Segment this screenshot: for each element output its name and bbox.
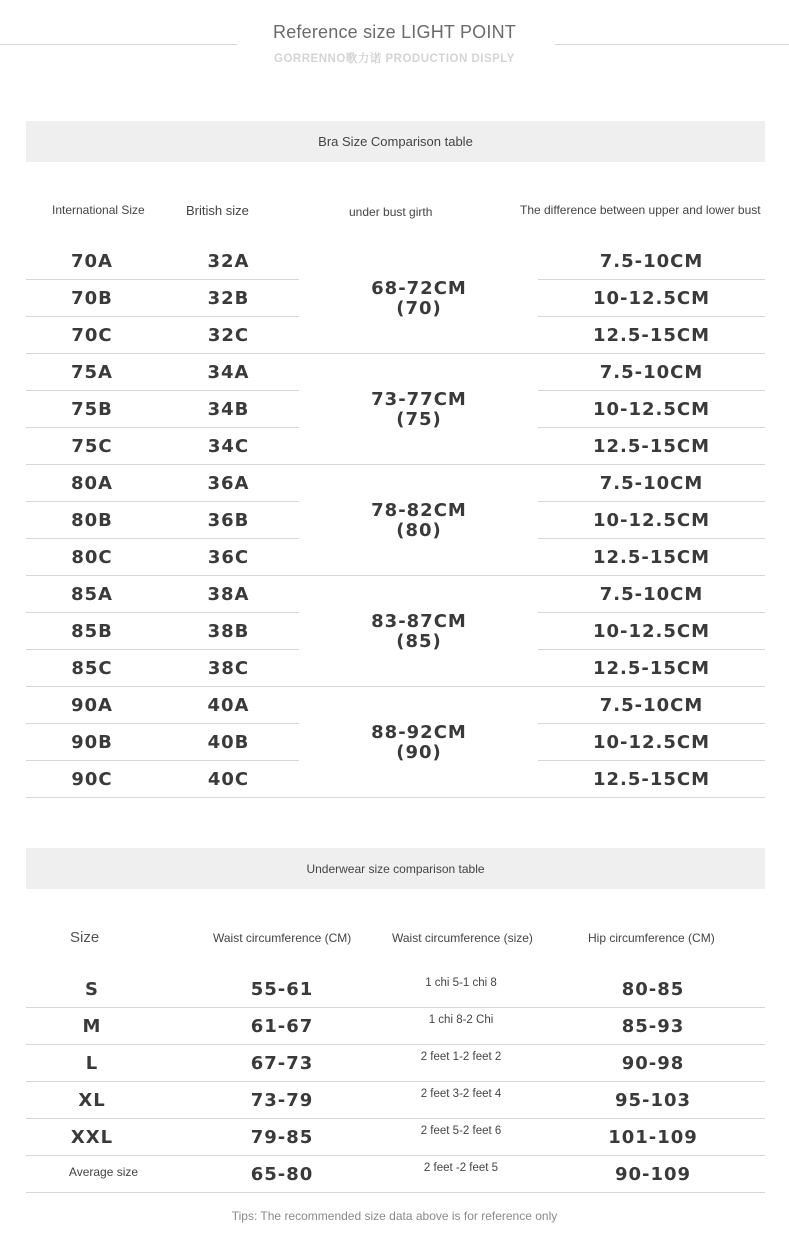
cell-bust-difference: 12.5-15CM <box>592 547 711 568</box>
cell-hip-cm: 95-103 <box>614 1090 692 1111</box>
cell-bust-difference: 12.5-15CM <box>592 769 711 790</box>
cell-international-size: 70C <box>71 325 113 346</box>
cell-size: S <box>85 979 99 1000</box>
cell-international-size: 85C <box>71 658 113 679</box>
cell-hip-cm: 101-109 <box>608 1127 698 1148</box>
col-header-under-bust-girth: under bust girth <box>349 205 433 219</box>
cell-british-size: 40B <box>207 732 250 753</box>
cell-size: Average size <box>68 1164 139 1179</box>
cell-international-size: 70B <box>71 288 113 309</box>
cell-international-size: 80C <box>71 547 113 568</box>
cell-international-size: 85B <box>71 621 113 642</box>
cell-british-size: 36B <box>207 510 250 531</box>
underwear-table-title: Underwear size comparison table <box>26 848 765 889</box>
cell-bust-difference: 10-12.5CM <box>592 510 711 531</box>
cell-waist-size: 1 chi 5-1 chi 8 <box>425 977 497 989</box>
cell-waist-cm: 55-61 <box>250 979 314 1000</box>
col-header-size: Size <box>70 929 100 946</box>
cell-bust-difference: 7.5-10CM <box>599 251 704 272</box>
cell-hip-cm: 90-109 <box>614 1164 692 1185</box>
girth-size: (85) <box>396 630 442 652</box>
cell-bust-difference: 10-12.5CM <box>592 621 711 642</box>
cell-bust-difference: 10-12.5CM <box>592 288 711 309</box>
cell-waist-cm: 73-79 <box>250 1090 314 1111</box>
cell-waist-size: 2 feet -2 feet 5 <box>423 1162 499 1174</box>
cell-waist-cm: 65-80 <box>250 1164 314 1185</box>
col-header-british-size: British size <box>186 203 249 218</box>
girth-range: 68-72CM <box>371 277 467 299</box>
cell-size: L <box>85 1053 99 1074</box>
cell-international-size: 80A <box>71 473 113 494</box>
cell-bust-difference: 7.5-10CM <box>599 695 704 716</box>
girth-size: (80) <box>396 519 442 541</box>
cell-waist-size: 1 chi 8-2 Chi <box>428 1014 494 1026</box>
col-header-waist-size: Waist circumference (size) <box>392 931 533 945</box>
cell-bust-difference: 12.5-15CM <box>592 658 711 679</box>
girth-range: 88-92CM <box>371 721 467 743</box>
cell-bust-difference: 10-12.5CM <box>592 399 711 420</box>
cell-international-size: 85A <box>71 584 113 605</box>
cell-british-size: 40C <box>207 769 250 790</box>
cell-british-size: 34A <box>207 362 250 383</box>
cell-british-size: 38C <box>207 658 250 679</box>
cell-hip-cm: 80-85 <box>621 979 685 1000</box>
cell-waist-cm: 79-85 <box>250 1127 314 1148</box>
cell-international-size: 90C <box>71 769 113 790</box>
cell-bust-difference: 12.5-15CM <box>592 325 711 346</box>
cell-international-size: 75B <box>71 399 113 420</box>
cell-hip-cm: 85-93 <box>621 1016 685 1037</box>
cell-waist-size: 2 feet 3-2 feet 4 <box>420 1088 502 1100</box>
page-title: Reference size LIGHT POINT <box>273 22 516 42</box>
cell-size: XXL <box>70 1127 114 1148</box>
girth-size: (75) <box>396 408 442 430</box>
girth-size: (70) <box>396 297 442 319</box>
cell-british-size: 32A <box>207 251 250 272</box>
cell-under-bust-girth <box>300 354 538 465</box>
col-header-waist-cm: Waist circumference (CM) <box>213 931 352 945</box>
cell-waist-size: 2 feet 1-2 feet 2 <box>420 1051 502 1063</box>
girth-size: (90) <box>396 741 442 763</box>
tips-note: Tips: The recommended size data above is for reference only <box>231 1209 558 1223</box>
cell-british-size: 36C <box>207 547 250 568</box>
cell-bust-difference: 12.5-15CM <box>592 436 711 457</box>
row-divider <box>26 1192 765 1193</box>
header-rule-right <box>555 44 789 45</box>
cell-size: XL <box>78 1090 106 1111</box>
cell-international-size: 90A <box>71 695 113 716</box>
bra-table-title: Bra Size Comparison table <box>26 121 765 162</box>
cell-international-size: 90B <box>71 732 113 753</box>
cell-under-bust-girth <box>300 465 538 576</box>
girth-range: 83-87CM <box>371 610 467 632</box>
cell-british-size: 32C <box>207 325 250 346</box>
col-header-international-size: International Size <box>52 203 145 217</box>
cell-british-size: 32B <box>207 288 250 309</box>
col-header-bust-difference: The difference between upper and lower bust <box>520 203 761 217</box>
col-header-hip-cm: Hip circumference (CM) <box>588 931 715 945</box>
cell-waist-cm: 67-73 <box>250 1053 314 1074</box>
cell-under-bust-girth <box>300 243 538 354</box>
cell-size: M <box>82 1016 102 1037</box>
cell-under-bust-girth <box>300 576 538 687</box>
cell-british-size: 34C <box>207 436 250 457</box>
cell-international-size: 75C <box>71 436 113 457</box>
cell-international-size: 75A <box>71 362 113 383</box>
cell-bust-difference: 7.5-10CM <box>599 473 704 494</box>
cell-waist-size: 2 feet 5-2 feet 6 <box>420 1125 502 1137</box>
girth-range: 78-82CM <box>371 499 467 521</box>
cell-bust-difference: 10-12.5CM <box>592 732 711 753</box>
cell-british-size: 36A <box>207 473 250 494</box>
cell-waist-cm: 61-67 <box>250 1016 314 1037</box>
cell-british-size: 38A <box>207 584 250 605</box>
cell-bust-difference: 7.5-10CM <box>599 584 704 605</box>
cell-british-size: 34B <box>207 399 250 420</box>
cell-british-size: 40A <box>207 695 250 716</box>
cell-international-size: 70A <box>71 251 113 272</box>
cell-british-size: 38B <box>207 621 250 642</box>
cell-hip-cm: 90-98 <box>621 1053 685 1074</box>
cell-under-bust-girth <box>300 687 538 798</box>
header-rule-left <box>0 44 237 45</box>
girth-range: 73-77CM <box>371 388 467 410</box>
cell-bust-difference: 7.5-10CM <box>599 362 704 383</box>
page-subtitle: GORRENNO歌力诺 PRODUCTION DISPLY <box>274 53 515 65</box>
cell-international-size: 80B <box>71 510 113 531</box>
